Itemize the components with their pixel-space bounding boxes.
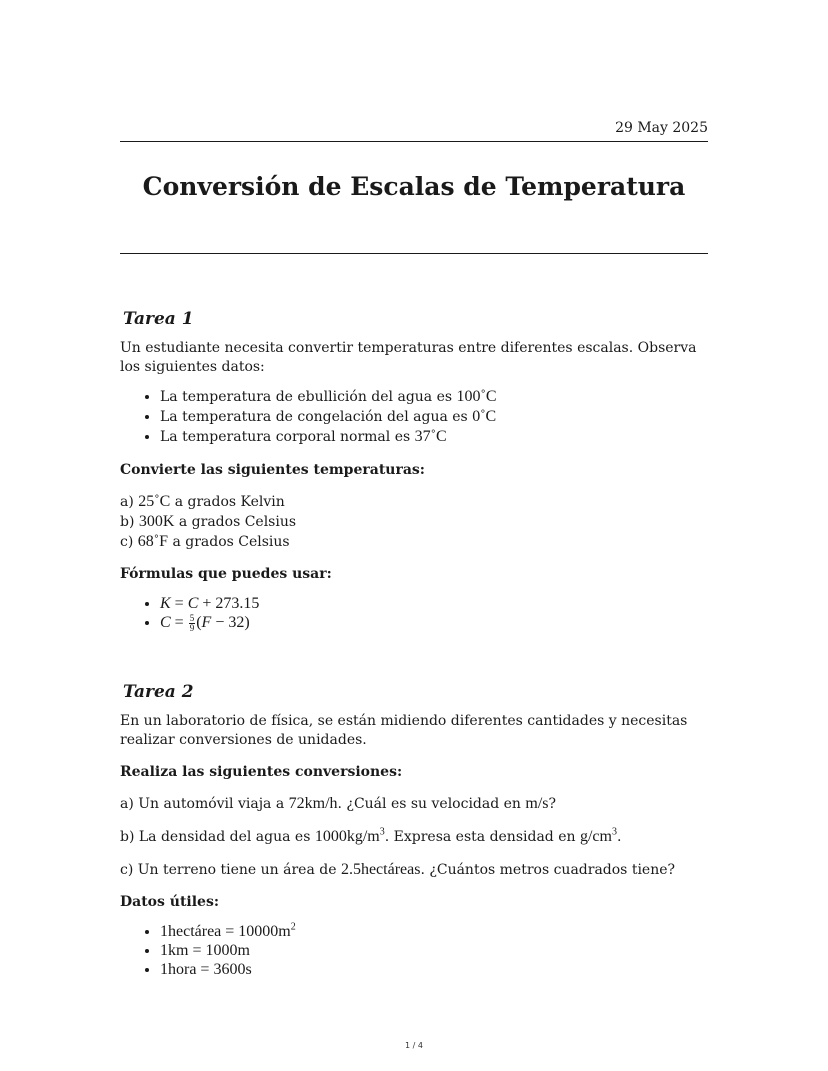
list-item: • 1hectárea = $10000m^2$ (160, 922, 708, 941)
conversion-item: b) 300K a grados Celsius (120, 513, 297, 530)
task-2-convert-heading: Realiza las siguientes conversiones: (120, 764, 403, 780)
task-2-useful-list (120, 922, 708, 979)
formula-kelvin: • K = C + 273.15 (160, 594, 708, 613)
task-2-title: Tarea 2 (123, 682, 194, 702)
task-1-section (120, 310, 708, 633)
formula-celsius: • C = $\frac{5}{9}$ (F − 32) (160, 613, 708, 633)
header-rule-top (120, 141, 708, 142)
fraction: $\frac{5}{9}$ (189, 612, 195, 633)
document-date: 29 May 2025 (615, 120, 708, 136)
task-2-section (120, 683, 708, 979)
page-number: 1 / 4 (405, 1041, 423, 1050)
task-1-formulas-heading: Fórmulas que puedes usar: (120, 566, 332, 582)
conversion-item: a) 25˚C a grados Kelvin (120, 493, 285, 510)
task-2-item-a: a) Un automóvil viaja a 72km/h. ¿Cuál es su velocidad en m/s? (120, 795, 557, 812)
list-item: • 1km = 1000m (160, 941, 708, 960)
page-title: Conversión de Escalas de Temperatura (142, 172, 686, 201)
task-1-convert-heading: Convierte las siguientes temperaturas: (120, 462, 425, 478)
task-1-formulas-list (120, 594, 708, 633)
task-1-conversions (120, 492, 708, 552)
task-1-title: Tarea 1 (123, 309, 194, 329)
task-1-data-list (120, 387, 708, 447)
task-1-intro: Un estudiante necesita convertir temperaturas entre diferentes escalas. Observa los siguientes datos: (120, 340, 697, 375)
list-item: • La temperatura de congelación del agua es 0˚C (160, 407, 708, 427)
header-rule-bottom (120, 253, 708, 254)
list-item: • La temperatura corporal normal es 37˚C (160, 427, 708, 447)
list-item: • 1hora = 3600s (160, 960, 708, 979)
list-item: • La temperatura de ebullición del agua es 100˚C (160, 387, 708, 407)
task-2-useful-heading: Datos útiles: (120, 894, 220, 910)
task-2-intro: En un laboratorio de física, se están midiendo diferentes cantidades y necesitas realizar conversiones de unidades. (120, 713, 688, 748)
task-2-item-c: c) Un terreno tiene un área de 2.5hectáreas. ¿Cuántos metros cuadrados tiene? (120, 861, 676, 878)
conversion-item: c) 68˚F a grados Celsius (120, 533, 290, 550)
task-2-item-b: b) La densidad del agua es $1000kg/m^3$. Expresa esta densidad en $g/cm^3$. (120, 826, 622, 845)
